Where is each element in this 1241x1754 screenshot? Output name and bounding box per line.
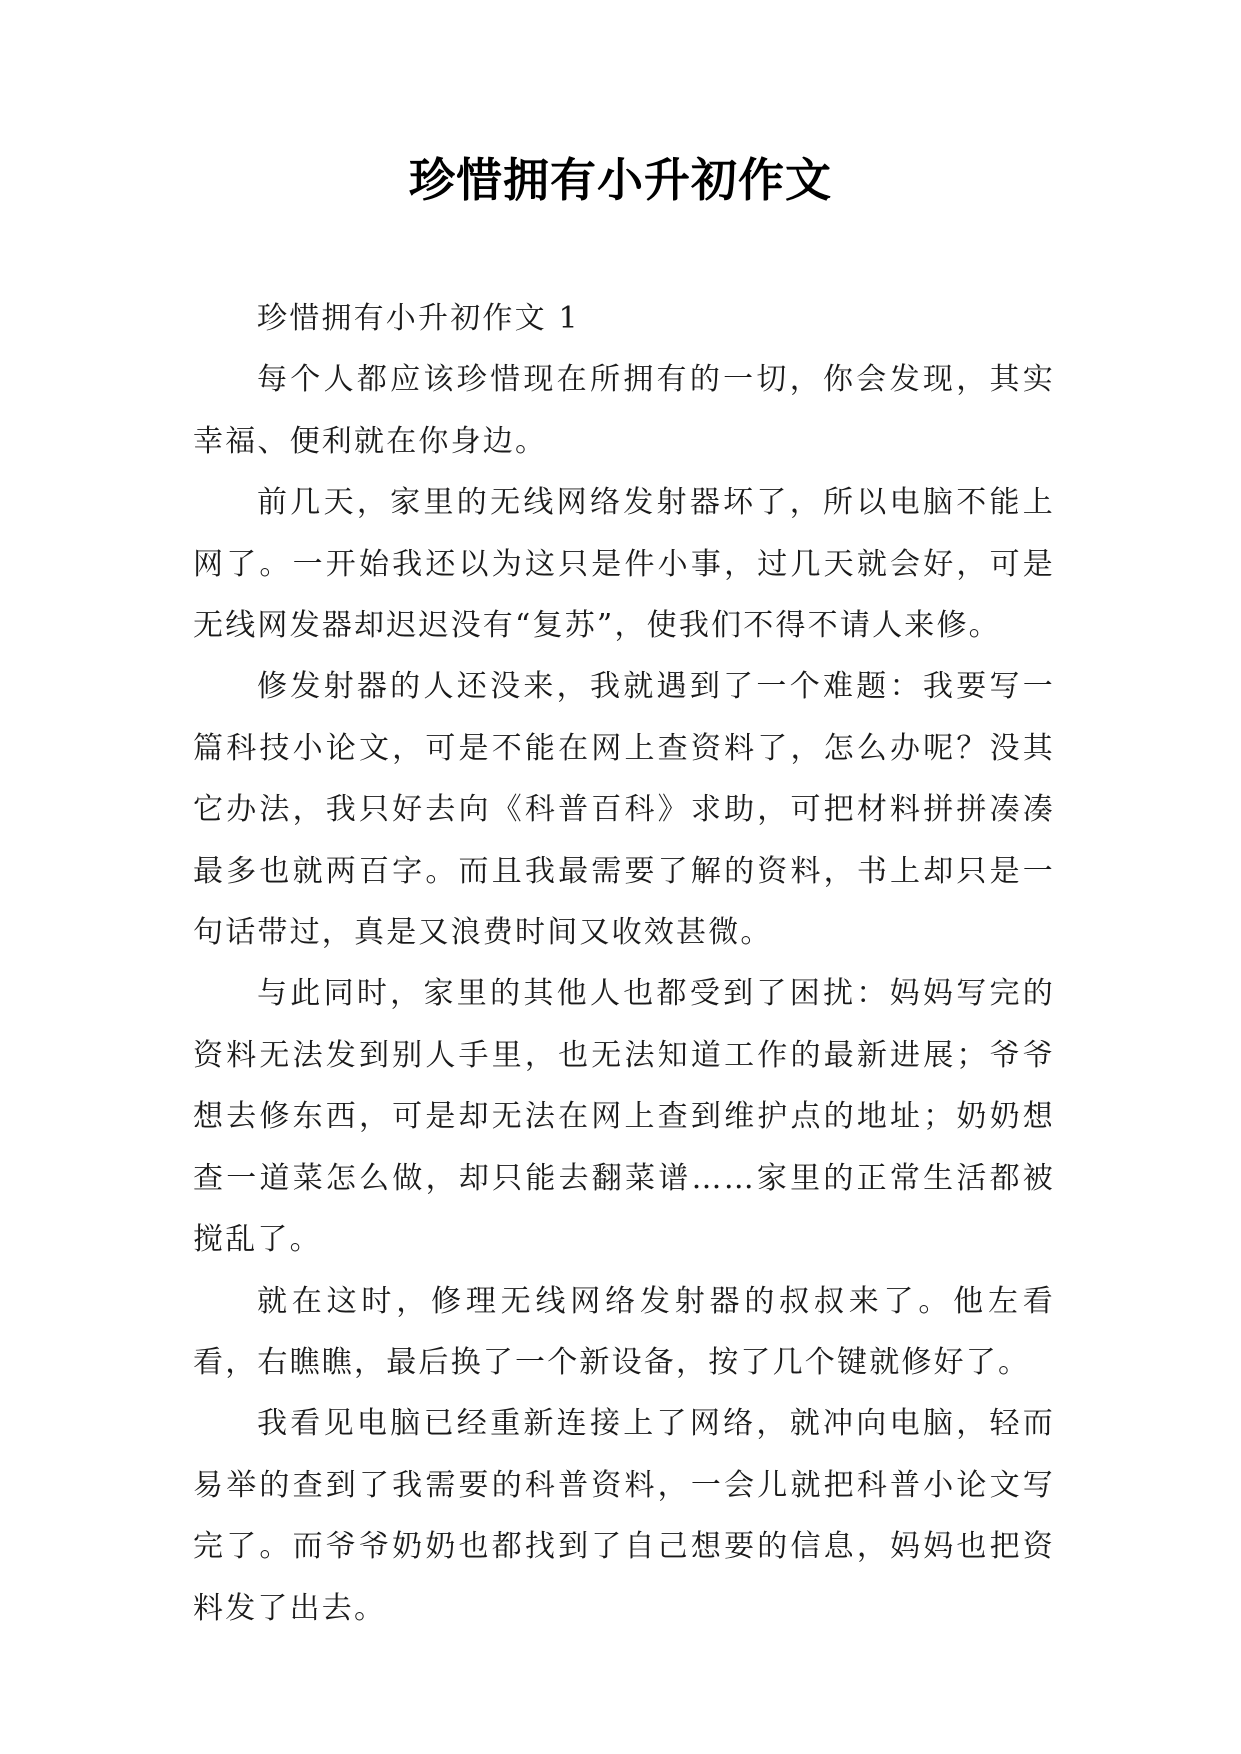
document-title: 珍惜拥有小升初作文 xyxy=(409,153,832,207)
paragraph-4: 与此同时，家里的其他人也都受到了困扰：妈妈写完的资料无法发到别人手里，也无法知道工作的最新进展；爷爷想去修东西，可是却无法在网上查到维护点的地址；奶奶想查一道菜怎么做，却只能去翻菜谱……家里的正常生活都被搅乱了。 xyxy=(193,976,1055,1258)
paragraph-1: 每个人都应该珍惜现在所拥有的一切，你会发现，其实幸福、便利就在你身边。 xyxy=(193,362,1055,459)
paragraph-5: 就在这时，修理无线网络发射器的叔叔来了。他左看看，右瞧瞧，最后换了一个新设备，按了几个键就修好了。 xyxy=(193,1283,1055,1380)
essay-heading: 珍惜拥有小升初作文 1 xyxy=(257,301,580,336)
paragraph-3: 修发射器的人还没来，我就遇到了一个难题：我要写一篇科技小论文，可是不能在网上查资料了，怎么办呢？没其它办法，我只好去向《科普百科》求助，可把材料拼拼凑凑最多也就两百字。而且我最需要了解的资料，书上却只是一句话带过，真是又浪费时间又收效甚微。 xyxy=(193,669,1055,951)
paragraph-6: 我看见电脑已经重新连接上了网络，就冲向电脑，轻而易举的查到了我需要的科普资料，一会儿就把科普小论文写完了。而爷爷奶奶也都找到了自己想要的信息，妈妈也把资料发了出去。 xyxy=(193,1406,1055,1626)
document-body xyxy=(193,288,1055,1639)
paragraph-2: 前几天，家里的无线网络发射器坏了，所以电脑不能上网了。一开始我还以为这只是件小事，过几天就会好，可是无线网发器却迟迟没有“复苏”，使我们不得不请人来修。 xyxy=(193,485,1055,644)
